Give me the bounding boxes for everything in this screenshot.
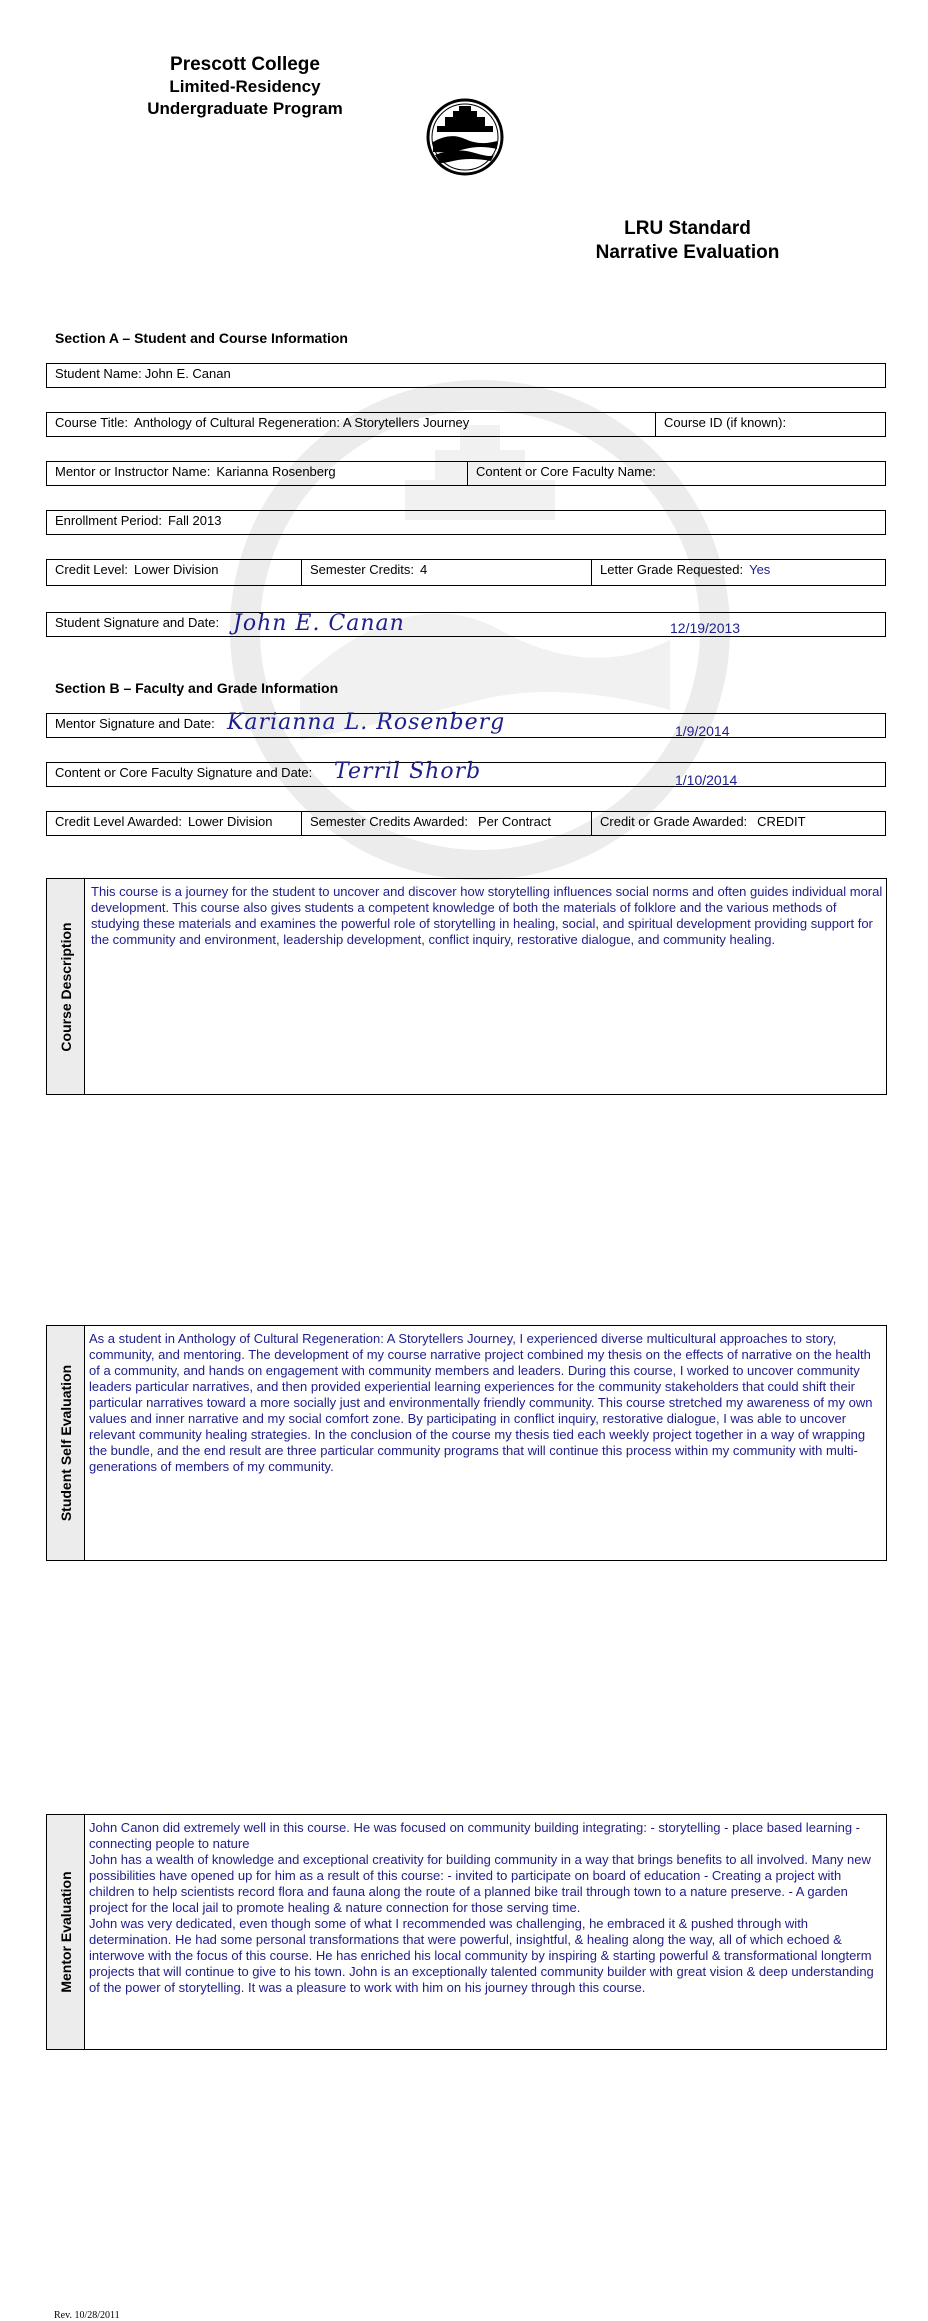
- letter-grade-value[interactable]: Yes: [749, 562, 771, 577]
- mentor-evaluation-para-2: John has a wealth of knowledge and exceptional creativity for building community in a way that brings benefits to all involved. Many new possibilities have opened up for him as a result of this course: - invited to participate on board of education - Creating a project with children to help scientists record flora and fauna along the route of a planned bike trail through town to a nature preserve. - A garden project for the local jail to promote healing & nature connection for those serving time.: [89, 1852, 871, 1915]
- student-self-evaluation-box: [46, 1325, 887, 1561]
- mentor-row: [46, 461, 886, 486]
- mentor-signature[interactable]: Karianna L. Rosenberg: [227, 710, 506, 735]
- mentor-evaluation-label: Mentor Evaluation: [57, 1871, 74, 1993]
- credit-level-awarded-value[interactable]: Lower Division: [187, 814, 273, 829]
- student-name-row: [46, 363, 886, 388]
- semester-credits-value[interactable]: 4: [420, 562, 428, 577]
- core-signature-label: Content or Core Faculty Signature and Date:: [55, 765, 313, 780]
- course-description-label: Course Description: [57, 921, 74, 1052]
- mentor-evaluation-box: [46, 1814, 887, 2050]
- semester-credits-awarded-value[interactable]: Per Contract: [478, 814, 551, 829]
- document-title: [575, 217, 800, 265]
- student-name-value[interactable]: John E. Canan: [144, 366, 231, 381]
- program-line-2: Undergraduate Program: [147, 99, 343, 118]
- mentor-evaluation-side: [47, 1815, 85, 2049]
- student-signature[interactable]: John E. Canan: [233, 611, 405, 636]
- doc-title-line-1: LRU Standard: [624, 218, 751, 239]
- core-faculty-label: Content or Core Faculty Name:: [476, 464, 656, 479]
- semester-credits-label: Semester Credits:: [310, 562, 415, 577]
- mentor-name-value[interactable]: Karianna Rosenberg: [216, 464, 336, 479]
- course-description-side: [47, 879, 85, 1094]
- student-name-label: Student Name:: [55, 366, 142, 381]
- revision-footer: Rev. 10/28/2011: [54, 2310, 120, 2321]
- enrollment-value[interactable]: Fall 2013: [167, 513, 222, 528]
- student-signature-date[interactable]: 12/19/2013: [670, 620, 741, 636]
- doc-title-line-2: Narrative Evaluation: [595, 242, 780, 263]
- awarded-row: [46, 811, 886, 836]
- credit-row: [46, 559, 886, 586]
- student-self-evaluation-label: Student Self Evaluation: [57, 1364, 74, 1522]
- credit-level-label: Credit Level:: [55, 562, 128, 577]
- core-signature-date[interactable]: 1/10/2014: [675, 772, 738, 788]
- course-description-box: [46, 878, 887, 1095]
- course-title-value[interactable]: Anthology of Cultural Regeneration: A Storytellers Journey: [133, 415, 470, 430]
- mentor-evaluation-para-3: John was very dedicated, even though some of what I recommended was challenging, he embraced it & pushed through with determination. He had some personal transformations that were powerful, insightful, & healing along the way, all of which echoed & interwove with the focus of this course. He has enriched his local community by inspiring & starting powerful & transformational longterm projects that will continue to give to his town. John is an exceptionally talented community builder with great vision & deep understanding of the power of storytelling. It was a pleasure to work with him on his journey through this course.: [89, 1916, 874, 1995]
- mentor-name-label: Mentor or Instructor Name:: [55, 464, 211, 479]
- credit-level-awarded-label: Credit Level Awarded:: [55, 814, 182, 829]
- mentor-signature-date[interactable]: 1/9/2014: [675, 723, 730, 739]
- mentor-evaluation-para-1: John Canon did extremely well in this course. He was focused on community building integrating: - storytelling - place based learning - connecting people to nature: [89, 1820, 861, 1851]
- semester-credits-awarded-label: Semester Credits Awarded:: [310, 814, 468, 829]
- mentor-signature-row: [46, 710, 886, 739]
- credit-grade-awarded-label: Credit or Grade Awarded:: [600, 814, 748, 829]
- letter-grade-label: Letter Grade Requested:: [600, 562, 744, 577]
- mentor-evaluation-text[interactable]: [89, 1820, 884, 1996]
- student-signature-row: [46, 612, 886, 637]
- credit-level-value[interactable]: Lower Division: [133, 562, 219, 577]
- section-b-title: Section B – Faculty and Grade Information: [55, 680, 339, 696]
- college-name: Prescott College: [170, 54, 320, 75]
- college-header: [120, 54, 370, 120]
- section-a-title: Section A – Student and Course Information: [55, 330, 348, 346]
- credit-grade-awarded-value[interactable]: CREDIT: [757, 814, 806, 829]
- core-signature[interactable]: Terril Shorb: [334, 759, 482, 784]
- core-signature-row: [46, 759, 886, 788]
- enrollment-label: Enrollment Period:: [55, 513, 162, 528]
- program-line-1: Limited-Residency: [169, 77, 321, 96]
- enrollment-row: [46, 510, 886, 535]
- course-id-label: Course ID (if known):: [664, 415, 787, 430]
- course-title-label: Course Title:: [55, 415, 128, 430]
- student-self-evaluation-side: [47, 1326, 85, 1560]
- student-signature-label: Student Signature and Date:: [55, 615, 220, 630]
- course-description-text[interactable]: This course is a journey for the student to uncover and discover how storytelling influences social norms and often guides individual moral development. This course also gives students a competent knowledge of both the materials of folklore and the various methods of studying these materials and examines the powerful role of storytelling in healing, social, and spiritual development providing support for the community and environment, leadership development, conflict inquiry, restorative dialogue, and community healing.: [91, 884, 883, 947]
- college-logo: [425, 97, 505, 177]
- student-self-evaluation-text[interactable]: As a student in Anthology of Cultural Regeneration: A Storytellers Journey, I experienced diverse multicultural approaches to story, community, and mentoring. The development of my course narrative project combined my thesis on the effects of narrative on the health of a community, and hands on engagement with community members and leaders. During this course, I worked to uncover community leaders particular narratives, and then provided experiential learning experiences for the community stakeholders that could shift their particular narratives toward a more socially just and environmentally friendly community. This course stretched my awareness of my own values and inner narrative and my social comfort zone. By participating in conflict inquiry, restorative dialogue, I was able to uncover relevant community healing strategies. In the conclusion of the course my thesis tied each weekly project together in a way of wrapping the bundle, and the end result are three particular community programs that will continue this process within my community with multi-generations of members of my community.: [89, 1331, 873, 1474]
- course-title-row: [46, 412, 886, 437]
- mentor-signature-label: Mentor Signature and Date:: [55, 716, 215, 731]
